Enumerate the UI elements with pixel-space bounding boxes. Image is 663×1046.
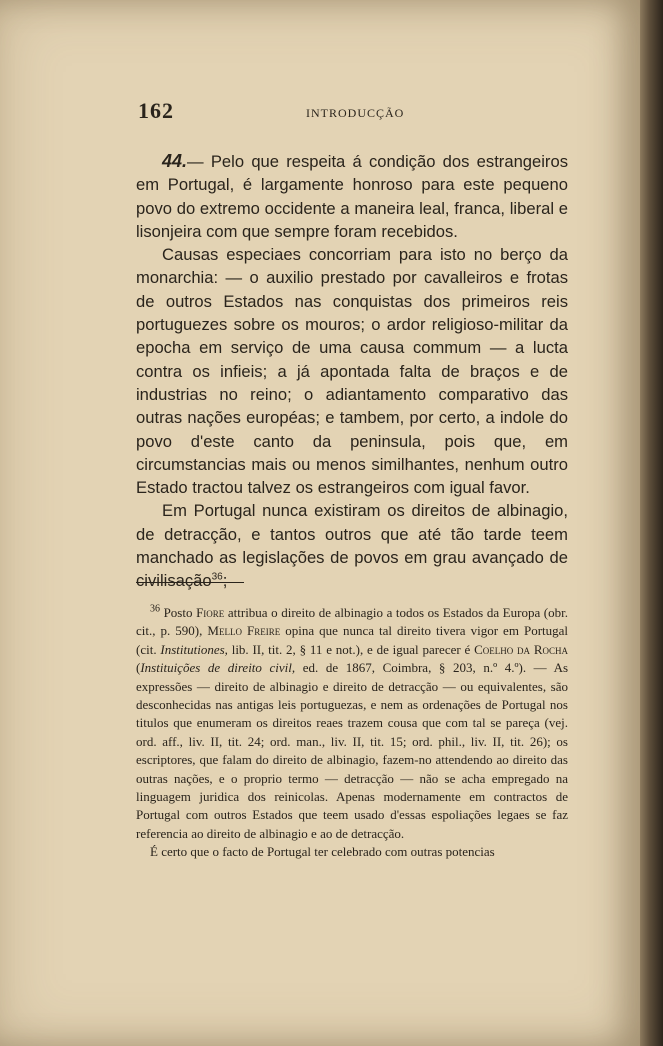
paragraph-44-text: — Pelo que respeita á condição dos estrangeiros em Portugal, é largamente honroso para este pequeno povo do extremo occidente a maneira leal, franca, liberal e lisonjeira com que sempre foram recebidos. [136,152,568,241]
page-number: 162 [138,98,174,123]
work-instituicoes: Instituições de direito civil, [140,660,296,676]
footnote-separator [136,582,244,583]
footnote-36 [136,604,568,843]
author-coelho-da-rocha: Coelho da Rocha [474,641,568,657]
page-edge [640,0,663,1046]
footnote-text: attribua o direito de albinagio a todos os Estados da Europa (obr. cit., p. 590), [136,605,568,639]
footnote-marker: 36 [150,603,160,615]
footnote-reference[interactable]: 36 [211,571,223,583]
paragraph-number: 44. [162,151,188,171]
footnotes [136,604,568,862]
footnote-text: Posto [160,605,197,620]
footnote-text: ( [136,660,141,676]
running-title: INTRODUCÇÃO [306,106,405,120]
paragraph-causas: Causas especiaes concorriam para isto no berço da monarchia: — o auxilio prestado por cavalleiros e frotas de outros Estados nas conquistas dos primeiros reis portuguezes sobre os mouros; o ardor religioso-militar da epocha em serviço de uma causa commum — a lucta contra os infieis; a já apontada falta de braços e de industrias no reino; o adiantamento comparativo das outras nações européas; e tambem, por certo, a indole do povo d'este canto da peninsula, pois que, em circumstancias mais ou menos similhantes, nenhum outro Estado tractou talvez os estrangeiros com igual favor. [136,245,568,498]
footnote-text: ed. de 1867, Coimbra, § 203, n.º 4.º). — As expressões — direito de albinagio e direito de detracção — ou equivalentes, são desconhecidas nas antigas leis portuguezas, e nem as ordenações de Portugal nos titulos que enumeram os direitos reaes trazem cousa que com tal se pareça (vej. ord. aff., liv. II, tit. 24; ord. man., liv. II, tit. 15; ord. phil., liv. II, tit. 26); os escriptores, que falam do direito de albinagio, fazem-no attendendo ao direito das outras nações, e o proprio termo — detracção — não se acha empregado na linguagem juridica dos reinicolas. Apenas modernamente em contractos de Portugal com outros Estados que teem usado d'essas espoliações legaes se faz referencia ao direito de albinagio e ao de detracção. [136,660,569,841]
footnote-continuation: É certo que o facto de Portugal ter celebrado com outras potencias [150,844,495,860]
footnote-text: lib. II, tit. 2, § 11 e not.), e de igual parecer é [227,641,475,657]
paragraph-end-punct: ; [222,571,228,591]
paragraph-44 [136,150,568,243]
paragraph-em-portugal-text: Em Portugal nunca existiram os direitos de albinagio, de detracção, e tantos outros que até tão tarde teem manchado as legislações de povos em grau avançado de civilisação [136,501,568,591]
author-fiore: Fiore [196,605,225,620]
body-text [136,150,568,593]
work-institutiones: Institutiones, [160,641,228,657]
author-mello-freire: Mello Freire [207,623,281,639]
footnote-text: opina que nunca tal direito tivera vigor em Portugal (cit. [136,623,569,657]
page-header [138,98,570,128]
paragraph-em-portugal [136,499,568,592]
